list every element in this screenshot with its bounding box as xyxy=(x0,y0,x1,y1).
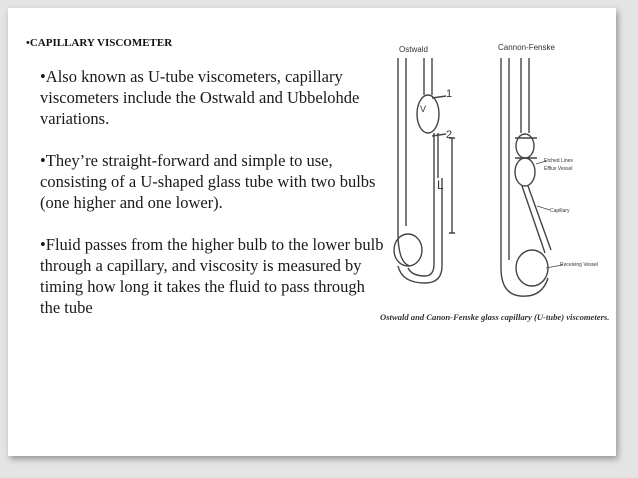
capillary-label: Capillary xyxy=(550,208,570,214)
etched-lines-label: Etched Lines xyxy=(544,158,573,164)
mark-2-label: 2 xyxy=(446,129,453,141)
bullet-list xyxy=(40,66,385,339)
bullet-item: •Fluid passes from the higher bulb to the lower bulb through a capillary, and viscosity is measured by timing how long it takes the fluid to pass through the tube xyxy=(40,235,384,317)
cannon-fenske-tube xyxy=(501,58,562,296)
volume-label: V xyxy=(420,104,427,114)
bullet-item: •Also known as U-tube viscometers, capillary viscometers include the Ostwald and Ubbelohde variations. xyxy=(40,67,360,128)
bullet-item: •They’re straight-forward and simple to use, consisting of a U-shaped glass tube with two bulbs (one higher and one lower). xyxy=(40,151,376,212)
viscometer-diagram xyxy=(380,38,624,338)
ostwald-label: Ostwald xyxy=(399,45,428,54)
length-label: L xyxy=(437,178,444,192)
receiving-vessel-label: Receiving Vessel xyxy=(560,262,599,268)
mark-1-label: 1 xyxy=(446,88,453,100)
slide xyxy=(8,8,616,456)
cannon-fenske-label: Cannon-Fenske xyxy=(498,43,555,52)
viscometer-figure xyxy=(380,38,624,338)
figure-caption: Ostwald and Canon-Fenske glass capillary (U-tube) viscometers. xyxy=(380,312,610,322)
efflux-vessel-label: Efflux Vessel xyxy=(544,166,573,172)
slide-heading: •CAPILLARY VISCOMETER xyxy=(26,37,173,49)
